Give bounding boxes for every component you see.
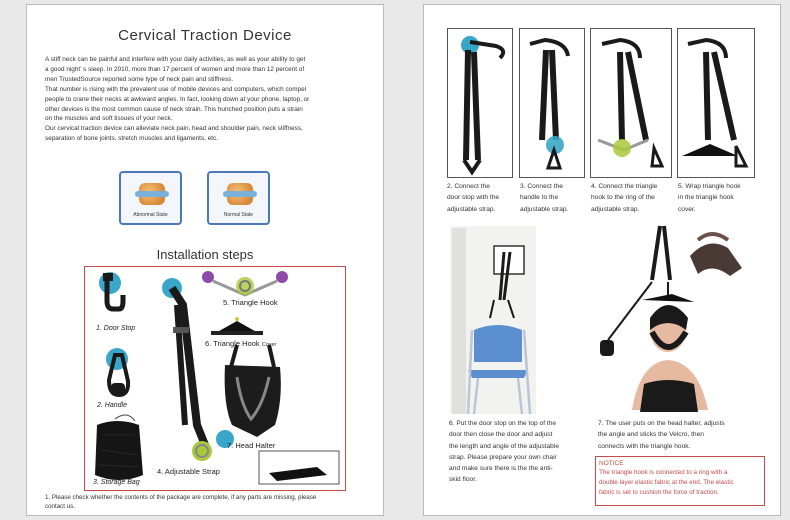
triangle-hook-label: 5. Triangle Hook [223, 298, 278, 307]
notice-title: NOTICE [599, 460, 624, 467]
normal-state-caption: Normal State [223, 212, 254, 218]
step7-line: connects with the triangle hook. [598, 442, 691, 450]
step7-line: the angle and sticks the Velcro, then [598, 431, 704, 439]
intro-line: A stiff neck can be painful and interfere with your daily activities, as well as your ability to get [45, 56, 306, 63]
intro-line: Our cervical traction device can alleviate neck pain, head and shoulder pain, neck stiffness, [45, 125, 303, 133]
step6-text [449, 418, 583, 486]
footnote-line: 1. Please check whether the contents of the package are complete, if any parts are missing, please [45, 494, 317, 501]
step2-line: adjustable strap. [447, 205, 496, 213]
step5-line: in the triangle hook [678, 194, 734, 202]
step6-line: 6. Put the door stop on the top of the [449, 420, 557, 427]
step3-line: adjustable strap. [520, 205, 569, 213]
step5-line: cover. [678, 205, 696, 213]
intro-line: men TrustedSource reported some type of neck pain and stiffness. [45, 75, 234, 83]
triangle-hook-cover-label-main: 6. Triangle Hook [205, 339, 260, 348]
step3-text [520, 181, 586, 215]
document-title: Cervical Traction Device [118, 27, 292, 44]
step7-text [598, 418, 766, 452]
step4-line: hook to the ring of the [591, 194, 655, 202]
step7-line: 7. The user puts on the head halter, adjusts [598, 420, 725, 427]
triangle-hook-cover-label-suffix: Cover [261, 342, 277, 348]
step6-line: skid floor. [449, 476, 477, 484]
notice-line: double layer elastic fabric at the end. The elastic [599, 479, 734, 486]
intro-line: other devices is the most common cause of neck strain. This hunched position puts a strain [45, 105, 303, 113]
step3-strap-icon [530, 40, 568, 168]
step5-text [678, 181, 758, 215]
intro-line: people to crane their necks at awkward angles. In fact, looking down at your phone, laptop, or [45, 95, 310, 103]
footnote-line: contact us. [45, 503, 75, 510]
step4-strap-icon [598, 40, 662, 166]
step2-strap-icon [461, 36, 503, 172]
notice-line: The triangle hook is connected to a ring with a [599, 469, 728, 476]
adjustable-strap-label: 4. Adjustable Strap [157, 467, 220, 476]
handle-label: 2. Handle [97, 402, 127, 409]
head-halter-label: 7. Head Halter [227, 441, 276, 450]
intro-line: on the muscles and soft tissues of your neck. [45, 115, 173, 123]
step5-strap-icon [682, 40, 746, 166]
notice-box [595, 456, 765, 506]
step2-line: 2. Connect the [447, 183, 490, 190]
abnormal-state-caption: Abnormal State [133, 212, 168, 218]
step4-line: 4. Connect the triangle [591, 183, 658, 190]
step6-line: the length and angle of the adjustable [449, 442, 559, 450]
installation-title: Installation steps [156, 247, 254, 262]
step6-door-chair-image [450, 226, 536, 414]
step6-line: strap. Please prepare your own chair [449, 453, 557, 461]
step4-text [591, 181, 675, 215]
step5-line: 5. Wrap triangle hook [678, 183, 741, 190]
step3-line: 3. Connect the [520, 183, 563, 190]
step2-text [447, 181, 515, 215]
notice-line: fabric is set to cushion the force of traction. [599, 489, 719, 496]
intro-line: separation of bone joints, stretch muscles and ligaments, etc. [45, 135, 218, 143]
storage-bag-label: 3. Storage Bag [93, 479, 140, 486]
step3-line: handle to the [520, 194, 559, 202]
intro-line: a good night’ s sleep. In 2010, more than 17 percent of women and more than 12 percent of [45, 65, 305, 73]
door-stop-label: 1. Door Stop [96, 325, 136, 332]
step2-line: door stop with the [447, 194, 500, 202]
step6-line: and make sure there is the the anti- [449, 465, 553, 473]
intro-line: That number is rising with the prevalent use of mobile devices and computers, which compel [45, 85, 307, 93]
step4-line: adjustable strap. [591, 205, 640, 213]
step6-line: door then close the door and adjust [449, 431, 553, 439]
step7-user-image [600, 226, 742, 412]
